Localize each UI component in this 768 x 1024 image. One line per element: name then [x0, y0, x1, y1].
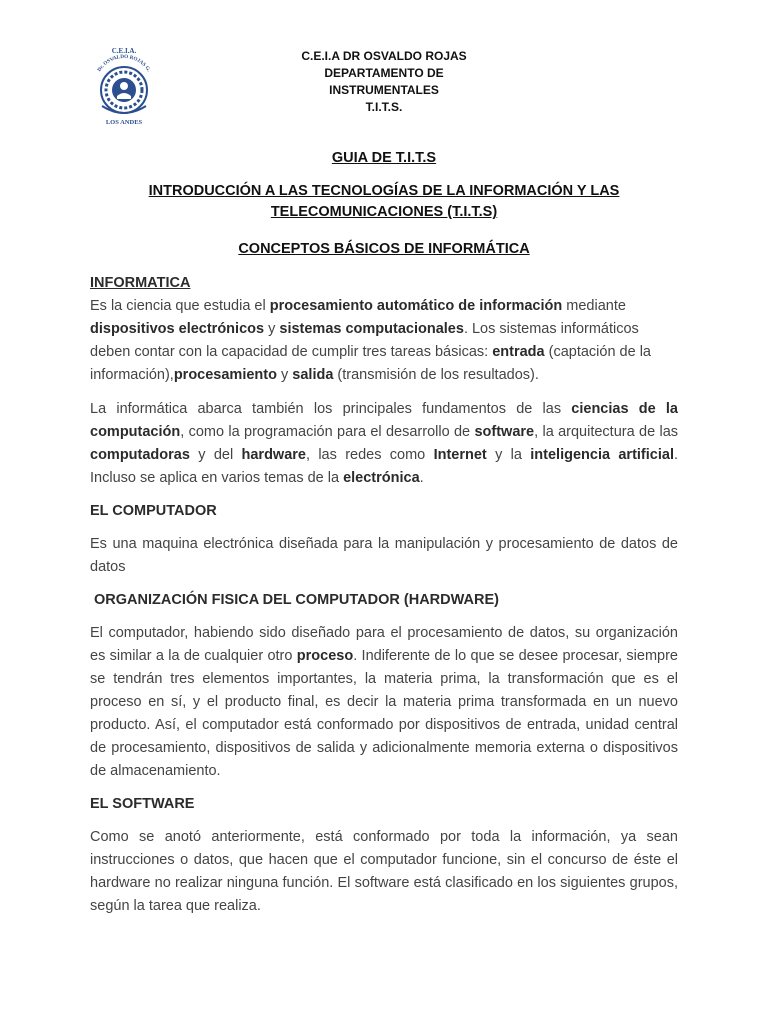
header-line-area: INSTRUMENTALES	[329, 83, 439, 97]
logo-arc-text: Dr. OSVALDO ROJAS G.	[96, 53, 152, 73]
paragraph-hardware: El computador, habiendo sido diseñado para el procesamiento de datos, su organización es similar a la de cualquier otro proceso. Indiferente de lo que se desee procesar, siempre se tendrán tres elementos importantes, la materia prima, la transformación que es el proceso en sí, y el producto final, es decir la materia prima transformada en un nuevo producto. Así, el computador está conformado por dispositivos de entrada, unidad central de procesamiento, dispositivos de salida y adicionalmente memoria externa o dispositivos de almacenamiento.	[90, 625, 678, 779]
header-line-subject: T.I.T.S.	[365, 100, 403, 114]
section-heading-computador: EL COMPUTADOR	[90, 503, 217, 519]
paragraph-informatica-definition: Es la ciencia que estudia el procesamiento automático de información mediante dispositivos electrónicos y sistemas computacionales. Los sistemas informáticos deben contar con la capacidad de cumplir tres tareas básicas: entrada (captación de la información),procesamiento y salida (transmisión de los resultados).	[90, 298, 651, 383]
intro-title-line1: INTRODUCCIÓN A LAS TECNOLOGÍAS DE LA INFORMACIÓN Y LAS	[148, 183, 620, 199]
school-emblem-icon	[84, 44, 164, 128]
section-heading-informatica: INFORMATICA	[90, 275, 191, 291]
section-heading-software: EL SOFTWARE	[90, 796, 195, 812]
guide-title: GUIA DE T.I.T.S	[331, 150, 437, 166]
document-body	[90, 272, 678, 918]
concepts-title: CONCEPTOS BÁSICOS DE INFORMÁTICA	[238, 241, 530, 257]
intro-title-line2: TELECOMUNICACIONES (T.I.T.S)	[270, 204, 498, 220]
logo-bottom-text: LOS ANDES	[105, 119, 143, 126]
paragraph-informatica-scope: La informática abarca también los principales fundamentos de las ciencias de la computación, como la programación para el desarrollo de software, la arquitectura de las computadoras y del hardware, las redes como Internet y la inteligencia artificial. Incluso se aplica en varios temas de la electrónica.	[90, 401, 679, 486]
paragraph-software: Como se anotó anteriormente, está conformado por toda la información, ya sean instrucciones o datos, que hacen que el computador funcione, sin el concurso de éste el hardware no realizar ninguna función. El software está clasificado en los siguientes grupos, según la tarea que realiza.	[90, 829, 678, 914]
header-line-school: C.E.I.A DR OSVALDO ROJAS	[301, 49, 467, 63]
header-line-department: DEPARTAMENTO DE	[324, 66, 444, 80]
logo-top-text: C.E.I.A.	[111, 47, 137, 55]
intro-title	[90, 181, 678, 223]
svg-text:Dr. OSVALDO ROJAS G.	[96, 54, 151, 74]
section-heading-hardware: ORGANIZACIÓN FISICA DEL COMPUTADOR (HARDWARE)	[90, 592, 499, 608]
paragraph-computador: Es una maquina electrónica diseñada para la manipulación y procesamiento de datos de datos	[90, 536, 678, 575]
school-logo	[84, 44, 164, 128]
institution-header	[250, 48, 518, 116]
